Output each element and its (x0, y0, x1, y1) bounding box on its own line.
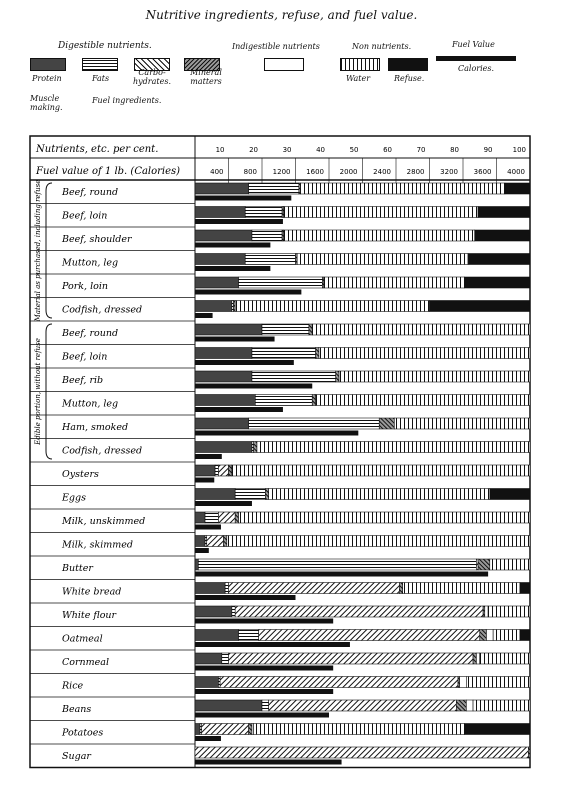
bar-segment-protein (195, 418, 249, 429)
row-label: Codfish, dressed (62, 445, 143, 457)
fuel-value-bar (195, 407, 283, 412)
bar-segment-carb (229, 653, 474, 664)
bar-segment-protein (195, 277, 239, 288)
bar-segment-refuse (520, 630, 530, 641)
bar-segment-carb (235, 606, 483, 617)
bar-segment-protein (195, 583, 225, 594)
bar-segment-refuse (505, 183, 530, 194)
bar-segment-water (466, 677, 530, 688)
table-row (30, 301, 530, 322)
percent-tick-label: 70 (416, 146, 426, 154)
calorie-tick-label: 2800 (406, 168, 425, 176)
bar-segment-protein (195, 442, 252, 453)
bar-segment-fat (198, 559, 476, 570)
percent-tick-label: 20 (249, 146, 258, 154)
bar-segment-water (324, 277, 465, 288)
bar-segment-carb (259, 630, 480, 641)
bar-segment-refuse (430, 301, 531, 312)
row-label: Pork, loin (62, 281, 108, 292)
bar-segment-mineral (229, 465, 232, 476)
fuel-value-bar (195, 525, 221, 530)
fuel-value-bar (195, 384, 312, 389)
bar-segment-water (403, 583, 520, 594)
bar-segment-carb (195, 747, 528, 758)
bar-segment-fat (232, 606, 235, 617)
bar-segment-water (284, 207, 478, 218)
table-row (30, 583, 530, 604)
table-row (30, 465, 530, 486)
bar-segment-fat (225, 583, 228, 594)
percent-tick-label: 80 (450, 146, 459, 154)
calorie-tick-label: 1200 (272, 168, 291, 176)
row-label: Mutton, leg (62, 398, 119, 410)
bar-segment-protein (195, 207, 245, 218)
fuel-value-bar (195, 290, 301, 295)
bar-segment-water (316, 395, 530, 406)
legend-refuse-label: Refuse. (394, 74, 425, 83)
bar-segment-water (488, 606, 530, 617)
calorie-tick-label: 1600 (306, 168, 324, 176)
table-row (30, 277, 530, 298)
calorie-tick-label: 2400 (373, 168, 391, 176)
bar-segment-fat (252, 371, 336, 382)
percent-tick-label: 10 (215, 146, 225, 154)
bar-segment-water (319, 348, 530, 359)
table-row (30, 536, 530, 557)
bar-segment-mineral (235, 512, 238, 523)
bar-segment-protein (195, 677, 218, 688)
table-row (30, 630, 530, 651)
bar-segment-indig (466, 700, 473, 711)
row-label: Milk, unskimmed (62, 516, 146, 527)
bar-segment-water (254, 724, 465, 735)
percent-tick-label: 40 (316, 146, 325, 154)
table-row (30, 418, 530, 439)
bar-segment-fat (252, 348, 316, 359)
percent-axis-label: Nutrients, etc. per cent. (36, 144, 159, 155)
bar-segment-water (493, 630, 520, 641)
bar-segment-water (227, 536, 530, 547)
table-row (30, 677, 530, 698)
row-label: Mutton, leg (62, 257, 119, 269)
bar-segment-water (232, 465, 530, 476)
percent-tick-label: 100 (512, 146, 526, 154)
bar-segment-protein (195, 606, 232, 617)
bar-segment-protein (195, 465, 215, 476)
legend-protein-label: Protein (32, 74, 62, 83)
fuel-value-bar (195, 572, 488, 577)
calorie-tick-label: 2000 (339, 168, 358, 176)
fuel-value-bar (195, 313, 213, 318)
bar-segment-mineral (312, 395, 315, 406)
table-row (30, 442, 530, 463)
row-label: Beans (62, 704, 92, 715)
chart-title: Nutritive ingredients, refuse, and fuel value. (145, 8, 418, 22)
row-label: Eggs (62, 492, 86, 504)
table-row (30, 559, 530, 580)
fuel-value-bar (195, 642, 350, 647)
row-label: Beef, loin (62, 210, 108, 222)
bar-segment-water (394, 418, 530, 429)
bar-segment-refuse (490, 489, 530, 500)
fuel-value-bar (195, 337, 275, 342)
bar-segment-water (239, 512, 530, 523)
bar-segment-refuse (478, 207, 530, 218)
bar-segment-carb (207, 536, 224, 547)
bar-segment-refuse (475, 230, 530, 241)
bar-segment-fat (255, 395, 312, 406)
legend-water-label: Water (346, 74, 371, 83)
bar-segment-mineral (223, 536, 226, 547)
legend-digestible-label: Digestible nutrients. (58, 41, 152, 51)
bar-segment-fat (245, 207, 282, 218)
bar-segment-mineral (399, 583, 402, 594)
bar-segment-water (235, 301, 429, 312)
table-row (30, 653, 530, 674)
bar-segment-protein (195, 301, 232, 312)
fuel-value-bar (195, 736, 221, 741)
fuel-value-bar (195, 619, 333, 624)
bar-segment-mineral (309, 324, 312, 335)
bar-segment-fat (239, 630, 259, 641)
legend-indigestible-label: Indigestible nutrients (232, 42, 320, 51)
legend-non-nutrients-label: Non nutrients. (352, 42, 412, 51)
bar-segment-mineral (316, 348, 319, 359)
fuel-value-bar (195, 666, 333, 671)
calorie-tick-label: 800 (243, 168, 257, 176)
calorie-tick-label: 3600 (473, 168, 492, 176)
legend-fats-label: Fats (92, 74, 110, 83)
bar-segment-indig (486, 630, 493, 641)
calorie-tick-label: 4000 (507, 168, 525, 176)
bar-segment-carb (229, 583, 400, 594)
bar-segment-mineral (249, 724, 252, 735)
bar-segment-protein (195, 724, 200, 735)
row-label: Ham, smoked (62, 422, 129, 433)
bar-segment-fat (249, 418, 380, 429)
bar-segment-water (312, 324, 530, 335)
percent-tick-label: 30 (282, 146, 292, 154)
bar-segment-fat (262, 700, 269, 711)
fuel-value-bar (195, 243, 270, 248)
legend-calories-label: Calories. (458, 64, 495, 73)
bar-segment-water (339, 371, 530, 382)
bar-segment-fat (262, 324, 309, 335)
bar-segment-protein (195, 230, 252, 241)
bar-segment-carb (269, 700, 457, 711)
fuel-value-bar (195, 548, 209, 553)
bar-segment-carb (218, 465, 228, 476)
row-label: Butter (62, 563, 93, 574)
bar-segment-water (269, 489, 490, 500)
row-label: Potatoes (62, 727, 104, 739)
fuel-value-bar (195, 501, 252, 506)
fuel-value-bar (195, 689, 333, 694)
table-row (30, 606, 530, 627)
bar-segment-fat (249, 183, 299, 194)
row-label: White bread (62, 586, 122, 598)
bar-segment-water (473, 700, 530, 711)
group-label: Material as purchased, including refuse (34, 179, 42, 322)
row-label: Beef, round (62, 328, 119, 339)
bar-segment-indig (460, 677, 467, 688)
bar-segment-protein (195, 324, 262, 335)
bar-segment-mineral (265, 489, 268, 500)
table-row (30, 724, 530, 745)
fuel-value-bar (195, 266, 270, 271)
table-row (30, 700, 530, 721)
percent-tick-label: 90 (483, 146, 493, 154)
legend-fuel-ingredients-label: Fuel ingredients. (92, 96, 162, 105)
bar-segment-protein (195, 254, 245, 265)
bar-segment-fat (245, 254, 295, 265)
bar-segment-fat (205, 512, 218, 523)
bar-segment-refuse (465, 724, 530, 735)
bar-segment-protein (195, 700, 262, 711)
fuel-value-bar (195, 360, 294, 365)
row-label: Oatmeal (62, 633, 103, 645)
row-label: Oysters (62, 469, 99, 480)
group-label: Edible portion, without refuse (34, 338, 42, 445)
row-label: Codfish, dressed (62, 304, 143, 316)
bar-segment-protein (195, 395, 255, 406)
legend-carbo-label: Carbo- hydrates. (133, 68, 171, 86)
bar-segment-carb (202, 724, 249, 735)
table-row (30, 489, 530, 510)
fuel-value-bar (195, 595, 296, 600)
bar-segment-mineral (456, 700, 466, 711)
legend-fuel-value-label: Fuel Value (452, 40, 495, 49)
table-row (30, 371, 530, 392)
bar-segment-fat (222, 653, 229, 664)
bar-segment-protein (195, 371, 252, 382)
bar-segment-mineral (379, 418, 394, 429)
table-row (30, 348, 530, 369)
table-row (30, 512, 530, 533)
legend-muscle-making-label: Muscle making. (30, 94, 63, 112)
percent-tick-label: 60 (383, 146, 392, 154)
table-row (30, 183, 530, 204)
bar-segment-water (257, 442, 530, 453)
bar-segment-refuse (520, 583, 530, 594)
bar-segment-fat (235, 489, 265, 500)
bar-segment-mineral (480, 630, 487, 641)
bar-segment-protein (195, 630, 239, 641)
bar-segment-protein (195, 512, 205, 523)
bar-segment-protein (195, 653, 222, 664)
bar-segment-water (284, 230, 475, 241)
bar-segment-water (490, 559, 530, 570)
fuel-value-bar (195, 713, 329, 718)
row-label: Beef, shoulder (62, 234, 132, 245)
bar-segment-fat (215, 465, 218, 476)
table-row (30, 230, 530, 251)
fuel-value-bar (195, 196, 291, 201)
bar-segment-indig (476, 653, 479, 664)
calorie-axis-label: Fuel value of 1 lb. (Calories) (36, 166, 181, 177)
bar-segment-mineral (254, 442, 257, 453)
row-label: Cornmeal (62, 657, 109, 668)
row-label: Beef, loin (62, 351, 108, 363)
table-row (30, 254, 530, 275)
bar-segment-carb (220, 677, 458, 688)
bar-segment-mineral (336, 371, 339, 382)
row-label: Rice (62, 680, 84, 692)
fuel-value-bar (195, 478, 214, 483)
bar-segment-protein (195, 348, 252, 359)
table-row (30, 395, 530, 416)
bar-segment-carb (218, 512, 235, 523)
legend-mineral-label: Mineral matters (190, 68, 222, 86)
fuel-value-bar (195, 760, 342, 765)
bar-segment-protein (195, 183, 249, 194)
percent-tick-label: 50 (349, 146, 359, 154)
calorie-tick-label: 3200 (440, 168, 458, 176)
fuel-value-bar (195, 454, 222, 459)
bar-segment-refuse (468, 254, 530, 265)
bar-segment-mineral (528, 747, 530, 758)
fuel-value-bar (195, 431, 358, 436)
fuel-value-bar (195, 219, 283, 224)
bar-segment-mineral (473, 653, 476, 664)
table-row (30, 324, 530, 345)
bar-segment-protein (195, 536, 205, 547)
bar-segment-protein (195, 489, 235, 500)
bar-segment-fat (239, 277, 323, 288)
bar-segment-water (301, 183, 505, 194)
table-row (30, 207, 530, 228)
row-label: Milk, skimmed (62, 539, 133, 551)
bar-segment-fat (252, 230, 282, 241)
bar-segment-indig (485, 606, 488, 617)
table-row (30, 747, 530, 768)
bar-segment-mineral (478, 559, 490, 570)
bar-segment-water (480, 653, 530, 664)
bar-segment-refuse (465, 277, 530, 288)
bar-segment-protein (195, 559, 198, 570)
bar-segment-water (297, 254, 468, 265)
row-label: Beef, round (62, 187, 119, 198)
calorie-tick-label: 400 (210, 168, 224, 176)
row-label: White flour (62, 610, 117, 621)
row-label: Sugar (62, 751, 91, 762)
row-label: Beef, rib (62, 375, 104, 386)
